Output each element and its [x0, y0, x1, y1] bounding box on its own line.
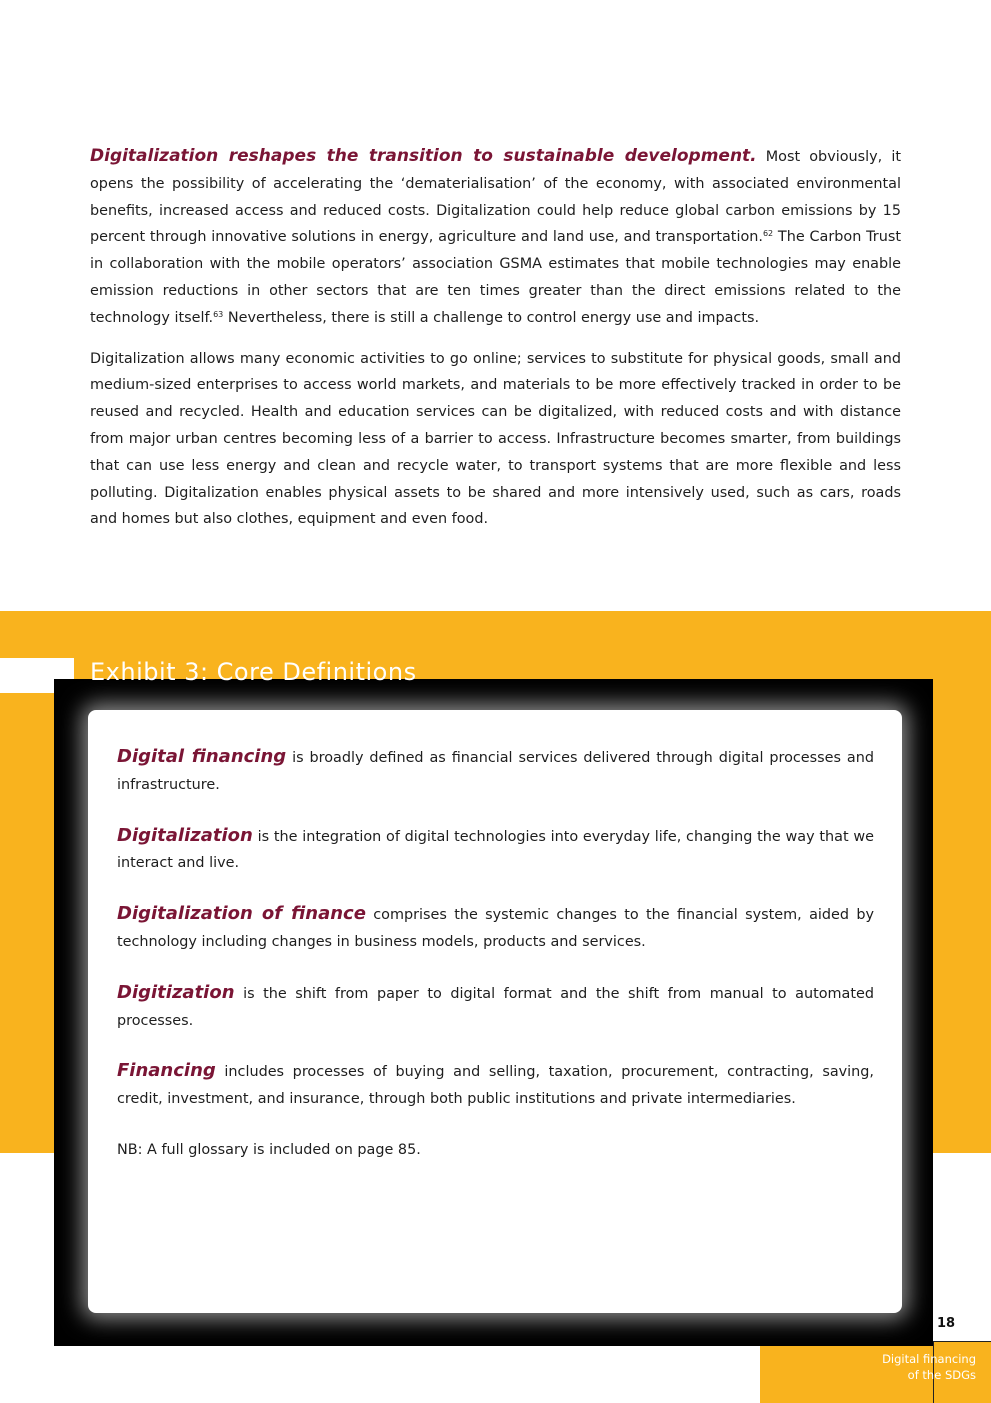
paragraph-text: The Carbon Trust in collaboration with the mobile operators’ association GSMA estimates that mobile technologies may enable emission reductions in other sectors that are ten times greater than the direct emissions related to the technology itself.: [90, 229, 901, 326]
definition-text: is broadly defined as financial services delivered through digital processes and infrastructure.: [117, 750, 874, 793]
definition-term: Digitalization of finance: [117, 903, 366, 925]
definition-term: Digital financing: [117, 746, 287, 767]
footnote-ref[interactable]: 62: [762, 229, 774, 239]
footer-line-2: of the SDGs: [907, 1367, 976, 1382]
definition-item: [117, 1058, 874, 1113]
intro-section: [90, 143, 901, 547]
definition-text: is the shift from paper to digital format and the shift from manual to automated processes.: [117, 985, 874, 1029]
definition-term: Digitalization: [117, 824, 253, 846]
definitions-card: [88, 710, 902, 1313]
footer-publication-title: [816, 1352, 976, 1383]
glossary-note: NB: A full glossary is included on page 85.: [117, 1141, 421, 1158]
page-number: 18: [937, 1316, 956, 1331]
definition-term: Financing: [117, 1060, 216, 1082]
footer-rule-horizontal: [933, 1341, 991, 1342]
intro-paragraph-1: [90, 143, 901, 332]
definition-item: [117, 980, 874, 1035]
paragraph-text: Nevertheless, there is still a challenge to control energy use and impacts.: [223, 309, 760, 326]
footnote-ref[interactable]: 63: [213, 309, 224, 319]
definition-text: comprises the systemic changes to the financial system, aided by technology including changes in business models, products and services.: [117, 907, 874, 950]
definition-text: includes processes of buying and selling, taxation, procurement, contracting, saving, credit, investment, and insurance, through both public institutions and private intermediaries.: [117, 1064, 874, 1108]
paragraph-text: Most obviously, it opens the possibility of accelerating the ‘dematerialisation’ of the economy, with associated environmental benefits, increased access and reduced costs. Digitalization could help reduce global carbon emissions by 15 percent through innovative solutions in energy, agriculture and land use, and transportation.: [90, 149, 901, 246]
definition-term: Digitization: [117, 981, 235, 1003]
definition-item: [117, 823, 874, 878]
definition-item: [117, 901, 874, 956]
intro-paragraph-2: Digitalization allows many economic activities to go online; services to substitute for physical goods, small and medium-sized enterprises to access world markets, and materials to be more effectively tracked in order to be reused and recycled. Health and education services can be digitalized, with reduced costs and with distance from major urban centres becoming less of a barrier to access. Infrastructure becomes smarter, from buildings that can use less energy and clean and recycle water, to transport systems that are more flexible and less polluting. Digitalization enables physical assets to be shared and more intensively used, such as cars, roads and homes but also clothes, equipment and even food.: [90, 350, 901, 528]
paragraph-lead: Digitalization reshapes the transition to sustainable development.: [90, 146, 757, 166]
exhibit-title: Exhibit 3: Core Definitions: [90, 658, 417, 686]
definition-item: [117, 744, 874, 799]
footer-line-1: Digital financing: [882, 1352, 976, 1366]
definition-text: is the integration of digital technologies into everyday life, changing the way that we interact and live.: [117, 828, 874, 872]
